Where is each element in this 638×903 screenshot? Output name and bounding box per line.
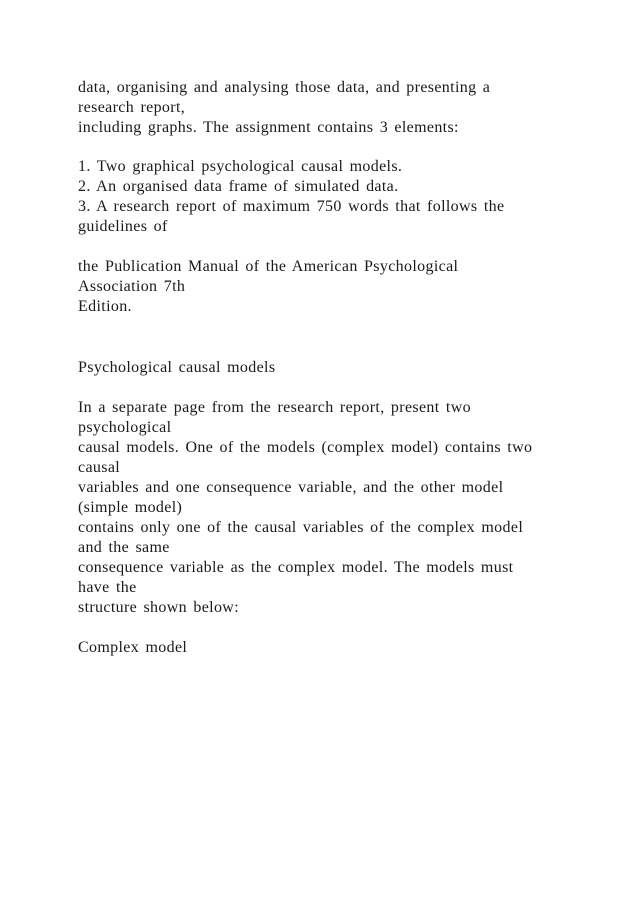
list-item-3-continued: guidelines of [78,218,168,235]
section-body-line-10: have the [78,579,137,596]
complex-model-heading: Complex model [78,639,188,656]
section-body-line-11: structure shown below: [78,599,240,616]
list-item-2: 2. An organised data frame of simulated data. [78,178,399,195]
section-body-line-5: variables and one consequence variable, and the other model [78,479,504,496]
publication-line-1: the Publication Manual of the American Psychological [78,258,459,275]
section-body-line-2: psychological [78,419,172,436]
list-item-3: 3. A research report of maximum 750 words that follows the [78,198,505,215]
section-body-line-4: causal [78,459,121,476]
list-item-1: 1. Two graphical psychological causal models. [78,158,403,175]
section-heading: Psychological causal models [78,359,276,376]
intro-line-3: including graphs. The assignment contains 3 elements: [78,119,459,136]
publication-line-2: Association 7th [78,278,186,295]
publication-line-3: Edition. [78,298,132,315]
intro-line-2: research report, [78,99,186,116]
section-body-line-9: consequence variable as the complex model. The models must [78,559,514,576]
section-body-line-3: causal models. One of the models (complex model) contains two [78,439,533,456]
intro-line-1: data, organising and analysing those data, and presenting a [78,79,491,96]
section-body-line-6: (simple model) [78,499,183,516]
section-body-line-7: contains only one of the causal variables of the complex model [78,519,524,536]
section-body-line-1: In a separate page from the research report, present two [78,399,471,416]
section-body-line-8: and the same [78,539,170,556]
